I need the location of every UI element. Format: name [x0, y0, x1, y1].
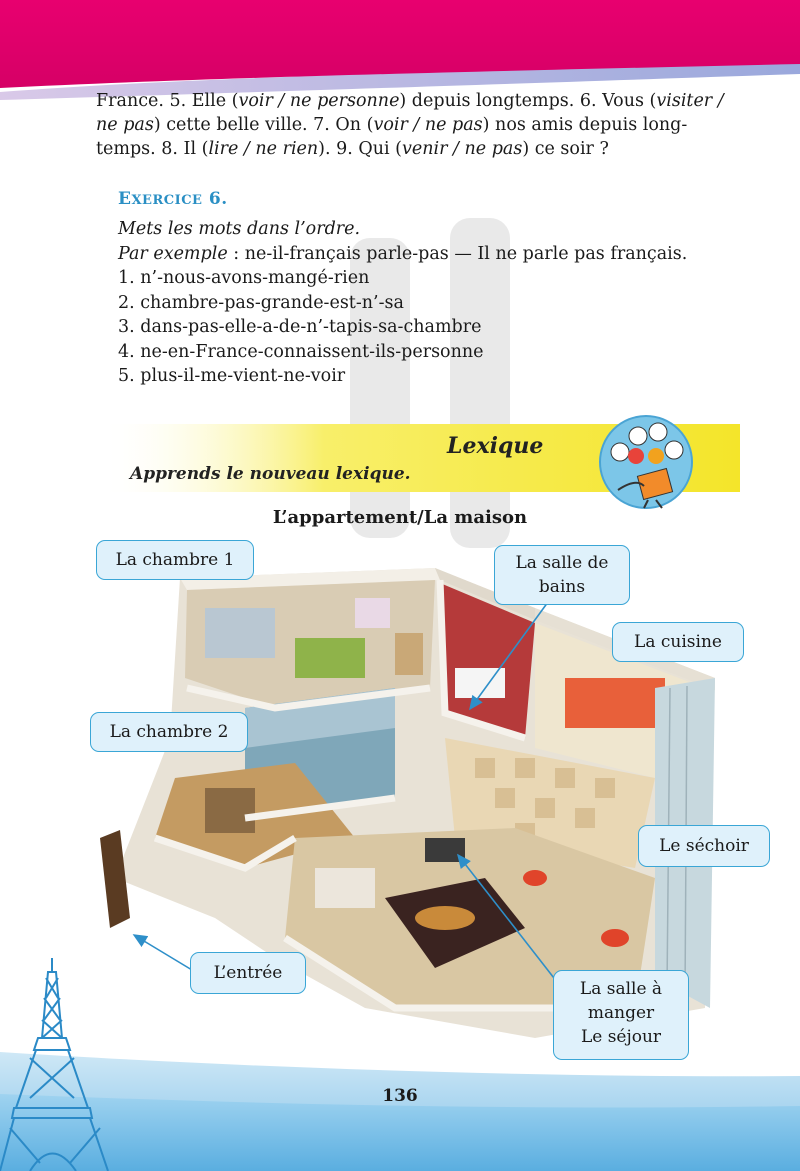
intro-line-3 — [96, 137, 756, 161]
page-number: 136 — [382, 1086, 418, 1106]
text: ). 9. Qui ( — [318, 139, 402, 159]
text: ) cette belle ville. 7. On ( — [153, 115, 374, 135]
label-entree: L’entrée — [190, 952, 306, 994]
label-line: La salle à — [579, 979, 663, 999]
label-chambre-1: La chambre 1 — [96, 540, 254, 580]
exercise-instruction: Mets les mots dans l’ordre. — [118, 219, 361, 239]
exercise-title-rest: XERCICE — [131, 193, 203, 208]
example-label: Par exemple — [118, 243, 228, 264]
exercise-example — [118, 242, 687, 267]
label-salle-de-bains — [494, 545, 630, 605]
header-band — [0, 0, 800, 100]
label-line: bains — [538, 577, 586, 597]
exercise-title — [118, 189, 228, 209]
plan-title: L’appartement/La maison — [272, 507, 528, 528]
text-italic: ne pas — [96, 115, 154, 135]
list-item: 3. dans-pas-elle-a-de-n’-tapis-sa-chambre — [118, 317, 482, 337]
eiffel-tower-icon — [0, 958, 110, 1171]
list-item: 5. plus-il-me-vient-ne-voir — [118, 366, 346, 386]
text-italic: voir / ne pas — [373, 115, 483, 135]
alphabet-character-icon — [596, 412, 696, 512]
intro-line-2 — [96, 113, 756, 137]
exercise-title-initial: E — [118, 189, 132, 209]
text: ) ce soir ? — [522, 139, 609, 159]
text-italic: venir / ne pas — [402, 139, 523, 159]
text: France. 5. Elle ( — [96, 91, 239, 111]
text-italic: visiter / — [656, 91, 724, 111]
exercise-title-number: 6. — [202, 189, 228, 209]
example-text: : ne-il-français parle-pas — Il ne parle pas français. — [227, 243, 688, 264]
text: ) depuis longtemps. 6. Vous ( — [399, 91, 657, 111]
intro-paragraph — [96, 89, 756, 161]
label-line: La salle de — [515, 553, 609, 573]
list-item: 4. ne-en-France-connaissent-ils-personne — [118, 341, 484, 362]
exercise-body — [118, 217, 687, 389]
lexique-title: Lexique — [447, 433, 544, 459]
label-cuisine: La cuisine — [612, 622, 744, 662]
label-line: manger — [587, 1003, 655, 1023]
text: ) nos amis depuis long- — [482, 115, 688, 135]
label-sechoir: Le séchoir — [638, 825, 770, 867]
text: temps. 8. Il ( — [96, 139, 209, 159]
intro-line-1 — [96, 89, 756, 113]
label-chambre-2: La chambre 2 — [90, 712, 248, 752]
text-italic: voir / ne personne — [238, 91, 400, 111]
text-italic: lire / ne rien — [208, 139, 319, 159]
label-line: Le séjour — [580, 1027, 662, 1047]
list-item: 2. chambre-pas-grande-est-n’-sa — [118, 292, 404, 313]
lexique-subtitle: Apprends le nouveau lexique. — [130, 464, 411, 484]
list-item: 1. n’-nous-avons-mangé-rien — [118, 268, 370, 288]
